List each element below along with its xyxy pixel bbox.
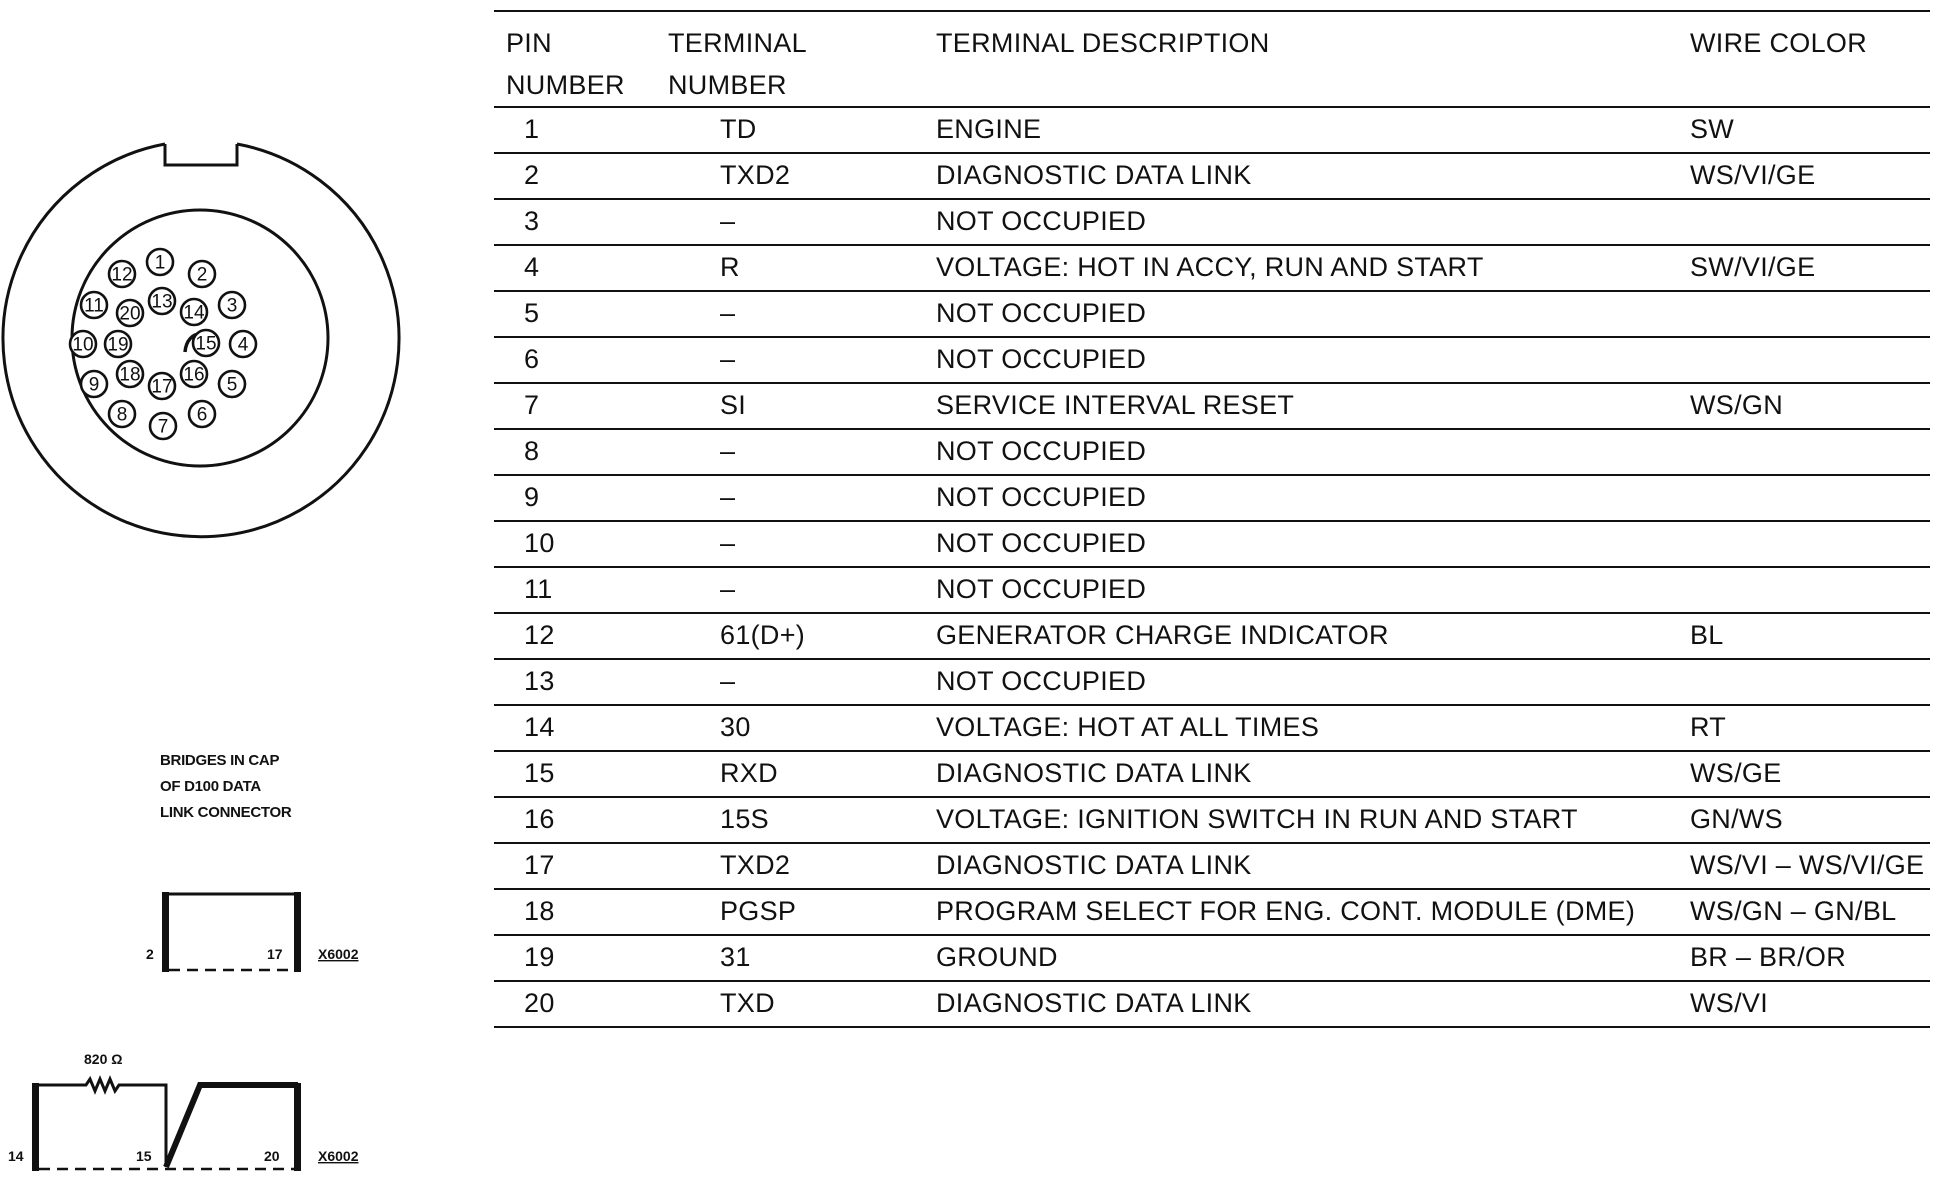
connector-pin-number: 9 [88,374,100,396]
wire-color-cell: WS/GN – GN/BL [1690,896,1897,926]
connector-pin-number: 10 [72,334,94,356]
wire-color-cell: WS/VI [1690,988,1769,1018]
bridge-left-terminal [162,892,169,972]
terminal-number-cell: 15S [720,804,769,834]
connector-pin [70,331,96,357]
header-terminal-line: NUMBER [668,70,787,100]
bridge-2-17-diagram [130,880,390,980]
terminal-description-cell: DIAGNOSTIC DATA LINK [936,850,1252,880]
pin-number-cell: 5 [524,298,540,328]
table-row [494,798,1930,844]
terminal-number-cell: PGSP [720,896,797,926]
table-row [494,890,1930,936]
bridges-caption-line: LINK CONNECTOR [160,804,292,821]
terminal-description-cell: PROGRAM SELECT FOR ENG. CONT. MODULE (DME) [936,896,1636,926]
connector-pin [109,401,135,427]
wire-color-cell: BL [1690,620,1724,650]
header-terminal-number [668,22,807,106]
connector-pin [181,299,207,325]
pin-number-cell: 15 [524,758,555,788]
bridge-right-terminal [294,1083,301,1171]
terminal-number-cell: – [720,436,736,466]
bridges-caption [160,748,360,826]
pin-number-cell: 16 [524,804,555,834]
pin-number-cell: 20 [524,988,555,1018]
terminal-number-cell: R [720,252,740,282]
table-row [494,384,1930,430]
pin-number-cell: 8 [524,436,540,466]
bridge-connector-label: X6002 [318,1148,359,1164]
terminal-description-cell: DIAGNOSTIC DATA LINK [936,758,1252,788]
table-row [494,108,1930,154]
table-row [494,752,1930,798]
table-row [494,338,1930,384]
bridges-caption-line: OF D100 DATA [160,778,261,795]
terminal-number-cell: – [720,528,736,558]
connector-pin [117,361,143,387]
terminal-description-cell: DIAGNOSTIC DATA LINK [936,160,1252,190]
terminal-description-cell: NOT OCCUPIED [936,574,1147,604]
connector-pin [193,330,219,356]
terminal-description-cell: DIAGNOSTIC DATA LINK [936,988,1252,1018]
pin-number-cell: 19 [524,942,555,972]
bridge-right-pin-label: 20 [264,1148,280,1164]
connector-pin [81,292,107,318]
pin-number-cell: 18 [524,896,555,926]
table-row [494,982,1930,1028]
pin-number-cell: 9 [524,482,540,512]
connector-pin [109,261,135,287]
terminal-description-cell: GENERATOR CHARGE INDICATOR [936,620,1389,650]
wire-color-cell: SW [1690,114,1735,144]
bridge-connector-label: X6002 [318,946,359,962]
table-row [494,706,1930,752]
connector-pin [219,371,245,397]
pin-number-cell: 4 [524,252,540,282]
bridge-14-15-20-diagram [0,1045,390,1180]
terminal-description-cell: SERVICE INTERVAL RESET [936,390,1295,420]
table-row [494,660,1930,706]
header-pin-line: NUMBER [506,70,625,100]
resistor-value-label: 820 Ω [84,1051,123,1067]
terminal-number-cell: TXD2 [720,850,791,880]
bridge-left-pin-label: 14 [8,1148,24,1164]
terminal-description-cell: NOT OCCUPIED [936,482,1147,512]
terminal-description-cell: VOLTAGE: IGNITION SWITCH IN RUN AND START [936,804,1578,834]
connector-pin [219,292,245,318]
wire-color-cell: WS/VI/GE [1690,160,1816,190]
terminal-description-cell: GROUND [936,942,1058,972]
table-row [494,936,1930,982]
terminal-number-cell: SI [720,390,747,420]
terminal-description-cell: NOT OCCUPIED [936,528,1147,558]
table-row [494,614,1930,660]
header-pin-number [506,22,625,106]
connector-pin-number: 13 [151,291,173,313]
table-body [494,108,1930,1028]
wire-color-cell: WS/GE [1690,758,1782,788]
pin-number-cell: 11 [524,574,553,604]
terminal-description-cell: VOLTAGE: HOT AT ALL TIMES [936,712,1320,742]
pin-number-cell: 12 [524,620,555,650]
connector-pin [81,371,107,397]
bridge-left-terminal [32,1083,39,1171]
header-terminal-line: TERMINAL [668,28,807,58]
pin-assignment-table [494,10,1930,1028]
table-row [494,246,1930,292]
connector-pin-number: 18 [119,364,141,386]
table-row [494,430,1930,476]
terminal-number-cell: 31 [720,942,751,972]
connector-pin-number: 20 [119,303,141,325]
terminal-description-cell: NOT OCCUPIED [936,666,1147,696]
wire-color-cell: GN/WS [1690,804,1783,834]
table-row [494,568,1930,614]
connector-pin [117,300,143,326]
pin-number-cell: 6 [524,344,540,374]
terminal-number-cell: – [720,206,736,236]
bridge-mid-pin-label: 15 [136,1148,152,1164]
terminal-description-cell: NOT OCCUPIED [936,298,1147,328]
connector-pin-number: 3 [226,295,238,317]
bridge-right-terminal [294,892,301,972]
pin-number-cell: 1 [524,114,540,144]
connector-pin-number: 1 [154,252,166,274]
terminal-number-cell: TXD [720,988,775,1018]
connector-pin [189,261,215,287]
terminal-number-cell: – [720,666,736,696]
table-row [494,476,1930,522]
wire-color-cell: WS/GN [1690,390,1783,420]
table-header-row [494,10,1930,108]
connector-pin [105,331,131,357]
connector-pin-number: 6 [196,404,208,426]
table-row [494,844,1930,890]
connector-pin-number: 7 [157,416,169,438]
pin-number-cell: 14 [524,712,555,742]
terminal-description-cell: NOT OCCUPIED [936,206,1147,236]
header-terminal-description: TERMINAL DESCRIPTION [936,28,1270,58]
table-row [494,522,1930,568]
header-pin-line: PIN [506,28,552,58]
header-wire-color: WIRE COLOR [1690,28,1868,58]
terminal-description-cell: NOT OCCUPIED [936,436,1147,466]
connector-pin [230,331,256,357]
terminal-description-cell: VOLTAGE: HOT IN ACCY, RUN AND START [936,252,1484,282]
connector-pin [150,413,176,439]
pin-number-cell: 10 [524,528,555,558]
connector-pin-number: 2 [196,264,208,286]
bridge-left-pin-label: 2 [146,946,154,962]
terminal-description-cell: ENGINE [936,114,1042,144]
bridges-caption-line: BRIDGES IN CAP [160,752,280,769]
connector-pin-number: 17 [151,376,173,398]
connector-pin-number: 14 [183,302,205,324]
connector-key-notch [165,144,237,165]
terminal-number-cell: – [720,482,736,512]
connector-pin-number: 4 [237,334,249,356]
connector-pin-number: 19 [107,334,129,356]
connector-pin [189,401,215,427]
connector-pin [181,361,207,387]
table-row [494,200,1930,246]
connector-pin [149,288,175,314]
terminal-number-cell: – [720,298,736,328]
wire-color-cell: WS/VI – WS/VI/GE [1690,850,1925,880]
bridge-right-pin-label: 17 [267,946,283,962]
wire-color-cell: SW/VI/GE [1690,252,1816,282]
terminal-number-cell: TD [720,114,757,144]
connector-pin-number: 5 [226,374,238,396]
connector-pin-number: 16 [183,364,205,386]
connector-pin-number: 15 [195,333,217,355]
connector-face-diagram [0,130,410,550]
wire-color-cell: BR – BR/OR [1690,942,1847,972]
pin-number-cell: 3 [524,206,540,236]
wire-color-cell: RT [1690,712,1727,742]
terminal-number-cell: – [720,344,736,374]
terminal-number-cell: – [720,574,736,604]
terminal-number-cell: TXD2 [720,160,791,190]
terminal-number-cell: 61(D+) [720,620,806,650]
pin-number-cell: 2 [524,160,540,190]
terminal-description-cell: NOT OCCUPIED [936,344,1147,374]
connector-pin-number: 12 [111,264,133,286]
table-row [494,154,1930,200]
pin-number-cell: 13 [524,666,555,696]
pin-number-cell: 7 [524,390,540,420]
terminal-number-cell: 30 [720,712,751,742]
connector-pin [147,249,173,275]
connector-pin-number: 11 [84,295,104,317]
pin-number-cell: 17 [524,850,555,880]
connector-pin [149,373,175,399]
terminal-number-cell: RXD [720,758,778,788]
table-row [494,292,1930,338]
connector-pin-number: 8 [116,404,128,426]
